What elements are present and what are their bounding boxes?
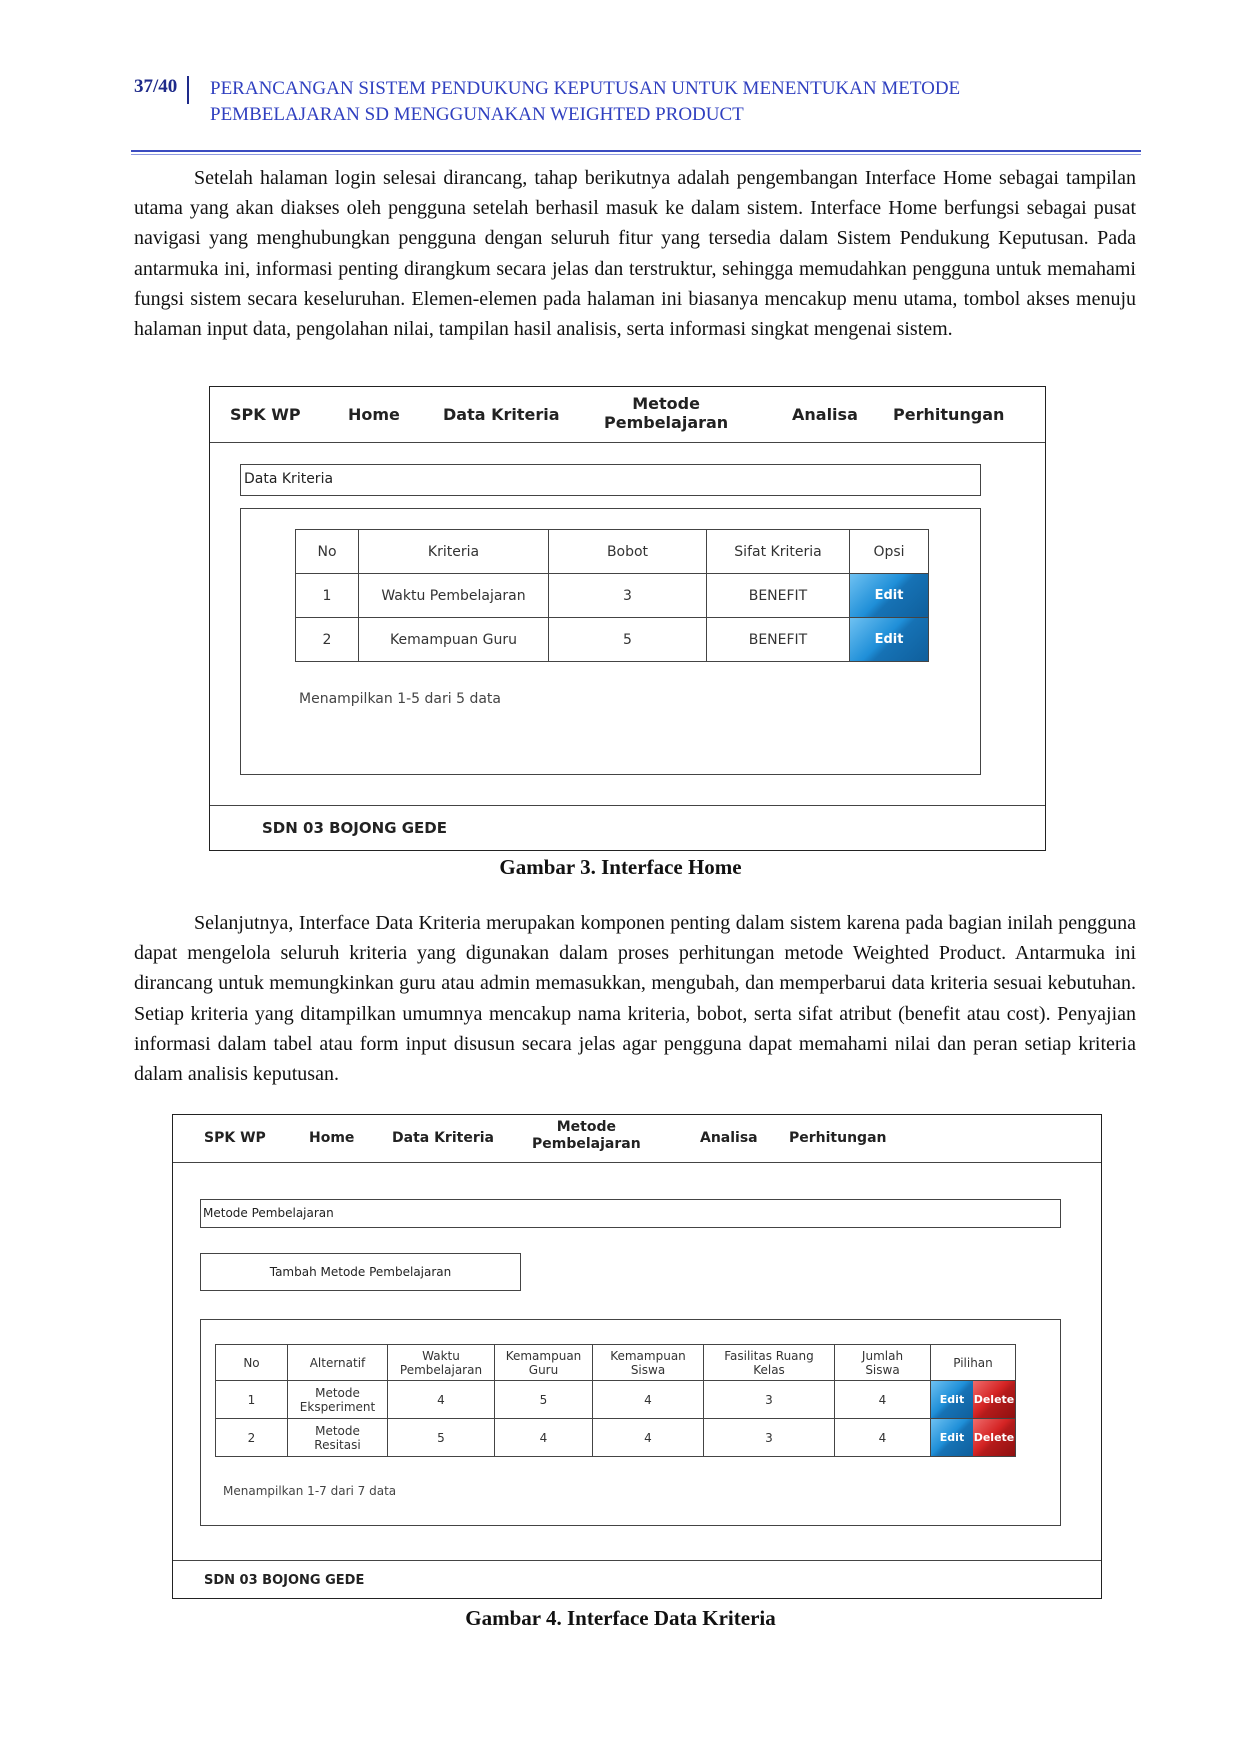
table-row	[216, 1419, 1016, 1457]
cell-kriteria: Waktu Pembelajaran	[359, 574, 549, 618]
journal-title-line1: PERANCANGAN SISTEM PENDUKUNG KEPUTUSAN UNTUK MENENTUKAN METODE	[210, 78, 961, 99]
cell-kemampuan-guru: 4	[495, 1419, 593, 1457]
cell-no: 2	[296, 618, 359, 662]
cell-waktu: 5	[388, 1419, 495, 1457]
col-header-opsi: Opsi	[850, 530, 929, 574]
delete-button[interactable]: Delete	[973, 1419, 1015, 1456]
col-header-alternatif: Alternatif	[288, 1345, 388, 1381]
nav-data-kriteria[interactable]: Data Kriteria	[392, 1130, 494, 1146]
add-metode-button[interactable]: Tambah Metode Pembelajaran	[200, 1253, 521, 1291]
section-title-box	[200, 1199, 1061, 1228]
journal-title-line2: PEMBELAJARAN SD MENGGUNAKAN WEIGHTED PRODUCT	[210, 104, 744, 125]
col-header-kemampuan-guru: Kemampuan Guru	[495, 1345, 593, 1381]
col-header-kriteria: Kriteria	[359, 530, 549, 574]
cell-no: 1	[216, 1381, 288, 1419]
col-header-bobot: Bobot	[549, 530, 707, 574]
col-header-no: No	[216, 1345, 288, 1381]
col-header-jumlah-siswa: Jumlah Siswa	[835, 1345, 931, 1381]
cell-pilihan	[931, 1381, 1016, 1419]
nav-brand[interactable]: SPK WP	[204, 1130, 266, 1146]
row-actions	[931, 1381, 1015, 1418]
navbar	[210, 387, 1045, 443]
col-header-waktu: Waktu Pembelajaran	[388, 1345, 495, 1381]
table-row	[216, 1381, 1016, 1419]
nav-analisa[interactable]: Analisa	[792, 405, 858, 424]
row-actions	[931, 1419, 1015, 1456]
pagination-info: Menampilkan 1-7 dari 7 data	[223, 1484, 397, 1498]
table-row	[296, 574, 929, 618]
paragraph-interface-home: Setelah halaman login selesai dirancang, tahap berikutnya adalah pengembangan Interface Home sebagai tampilan utama yang akan diakses oleh pengguna setelah berhasil masuk ke dalam sistem. Interface Home berfungsi sebagai pusat navigasi yang menghubungkan pengguna dengan seluruh fitur yang tersedia dalam Sistem Pendukung Keputusan. Pada antarmuka ini, informasi penting dirangkum secara jelas dan terstruktur, sehingga memudahkan pengguna untuk memahami fungsi sistem secara keseluruhan. Elemen-elemen pada halaman ini biasanya mencakup menu utama, tombol akses menuju halaman input data, pengolahan nilai, tampilan hasil analisis, serta informasi singkat mengenai sistem.	[134, 167, 1136, 341]
navbar	[173, 1115, 1101, 1163]
cell-pilihan	[931, 1419, 1016, 1457]
footer-school-name: SDN 03 BOJONG GEDE	[262, 819, 447, 837]
edit-button[interactable]: Edit	[850, 574, 928, 617]
cell-alternatif: Metode Resitasi	[288, 1419, 388, 1457]
nav-analisa[interactable]: Analisa	[700, 1130, 758, 1146]
nav-data-kriteria[interactable]: Data Kriteria	[443, 405, 560, 424]
section-title: Metode Pembelajaran	[203, 1206, 334, 1220]
nav-brand[interactable]: SPK WP	[230, 405, 301, 424]
cell-fasilitas: 3	[704, 1381, 835, 1419]
cell-sifat: BENEFIT	[707, 618, 850, 662]
cell-jumlah-siswa: 4	[835, 1381, 931, 1419]
metode-table	[215, 1344, 1016, 1457]
col-header-kemampuan-siswa: Kemampuan Siswa	[593, 1345, 704, 1381]
nav-perhitungan[interactable]: Perhitungan	[893, 405, 1005, 424]
kriteria-table	[295, 529, 929, 662]
header-divider	[187, 76, 189, 104]
footer	[173, 1560, 1101, 1598]
edit-button[interactable]: Edit	[931, 1419, 973, 1456]
cell-no: 1	[296, 574, 359, 618]
table-header-row	[296, 530, 929, 574]
col-header-pilihan: Pilihan	[931, 1345, 1016, 1381]
delete-button[interactable]: Delete	[973, 1381, 1015, 1418]
figure-interface-data-kriteria	[172, 1114, 1102, 1599]
figure4-caption: Gambar 4. Interface Data Kriteria	[465, 1606, 776, 1630]
nav-metode-pembelajaran[interactable]: Metode Pembelajaran	[532, 1119, 641, 1152]
nav-home[interactable]: Home	[348, 405, 400, 424]
footer-school-name: SDN 03 BOJONG GEDE	[204, 1573, 365, 1588]
section-title-box	[240, 464, 981, 496]
cell-kemampuan-guru: 5	[495, 1381, 593, 1419]
table-header-row	[216, 1345, 1016, 1381]
header-rule	[131, 150, 1141, 152]
figure3-caption: Gambar 3. Interface Home	[499, 855, 742, 879]
cell-opsi	[850, 574, 929, 618]
col-header-fasilitas: Fasilitas Ruang Kelas	[704, 1345, 835, 1381]
cell-bobot: 5	[549, 618, 707, 662]
pagination-info: Menampilkan 1-5 dari 5 data	[299, 691, 501, 707]
nav-metode-pembelajaran[interactable]: Metode Pembelajaran	[604, 394, 729, 432]
page-number: 37/40	[134, 76, 178, 97]
content-panel	[200, 1319, 1061, 1526]
cell-alternatif: Metode Eksperiment	[288, 1381, 388, 1419]
journal-title	[210, 76, 960, 128]
section-title: Data Kriteria	[244, 471, 334, 487]
nav-perhitungan[interactable]: Perhitungan	[789, 1130, 887, 1146]
cell-waktu: 4	[388, 1381, 495, 1419]
edit-button[interactable]: Edit	[850, 618, 928, 661]
cell-no: 2	[216, 1419, 288, 1457]
header-rule-thin	[131, 154, 1141, 155]
paragraph-interface-data-kriteria: Selanjutnya, Interface Data Kriteria merupakan komponen penting dalam sistem karena pada bagian inilah pengguna dapat mengelola seluruh kriteria yang digunakan dalam proses perhitungan metode Weighted Product. Antarmuka ini dirancang untuk memungkinkan guru atau admin memasukkan, mengubah, dan memperbarui data kriteria sesuai kebutuhan. Setiap kriteria yang ditampilkan umumnya mencakup nama kriteria, bobot, serta sifat atribut (benefit atau cost). Penyajian informasi dalam tabel atau form input disusun secara jelas agar pengguna dapat memahami nilai dan peran setiap kriteria dalam analisis keputusan.	[134, 912, 1136, 1086]
footer	[210, 805, 1045, 850]
cell-kemampuan-siswa: 4	[593, 1419, 704, 1457]
col-header-sifat: Sifat Kriteria	[707, 530, 850, 574]
cell-opsi	[850, 618, 929, 662]
cell-kemampuan-siswa: 4	[593, 1381, 704, 1419]
col-header-no: No	[296, 530, 359, 574]
cell-jumlah-siswa: 4	[835, 1419, 931, 1457]
figure-interface-home	[209, 386, 1046, 851]
cell-fasilitas: 3	[704, 1419, 835, 1457]
cell-kriteria: Kemampuan Guru	[359, 618, 549, 662]
nav-home[interactable]: Home	[309, 1130, 355, 1146]
table-row	[296, 618, 929, 662]
cell-sifat: BENEFIT	[707, 574, 850, 618]
content-panel	[240, 508, 981, 775]
cell-bobot: 3	[549, 574, 707, 618]
edit-button[interactable]: Edit	[931, 1381, 973, 1418]
